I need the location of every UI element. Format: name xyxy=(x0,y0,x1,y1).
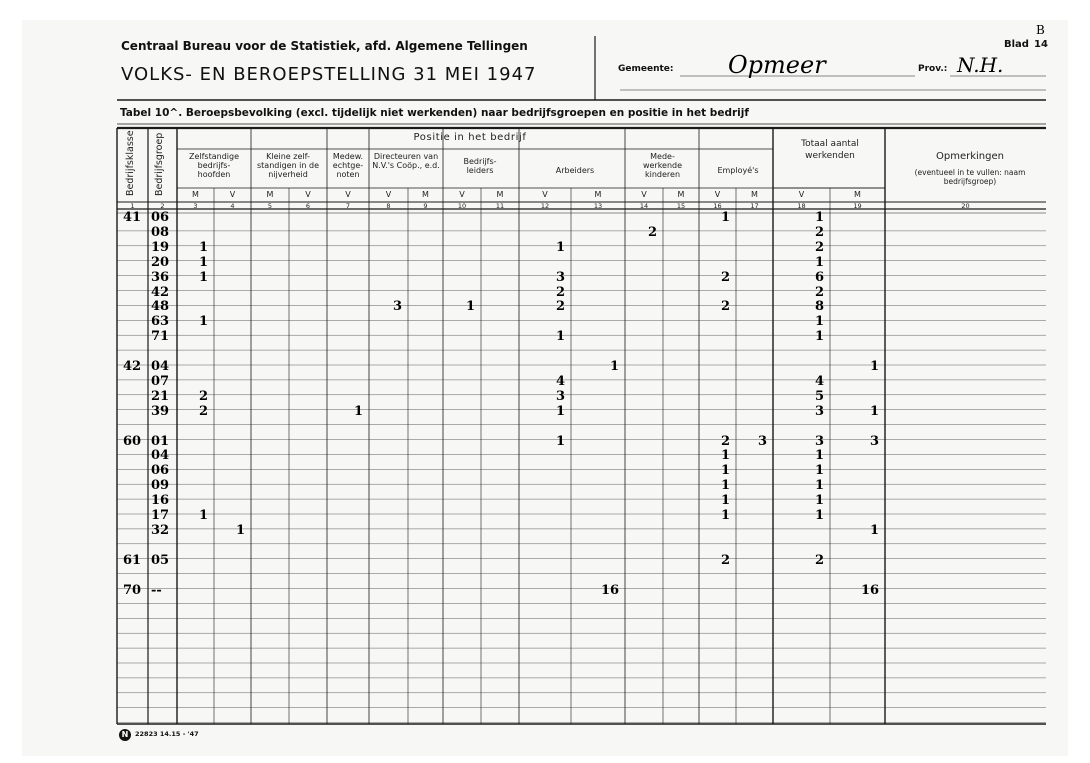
column-number: 14 xyxy=(639,202,649,210)
row-groep: 01 xyxy=(151,433,170,449)
medewerkende-kinderen-header: Mede- werkende kinderen xyxy=(642,152,683,179)
mv-label: M xyxy=(266,190,274,199)
column-number: 5 xyxy=(267,202,273,210)
census-sheet xyxy=(22,20,1068,756)
print-code: 22823 14.15 - '47 xyxy=(135,730,199,738)
row-cell-value: 2 xyxy=(814,224,824,240)
column-number: 15 xyxy=(676,202,686,210)
medewerkende-echtgenoten-header: Medew. echtge- noten xyxy=(332,152,364,179)
column-number: 19 xyxy=(853,202,862,210)
mv-label: V xyxy=(714,190,721,199)
row-cell-value: 2 xyxy=(720,269,730,285)
row-cell-value: 1 xyxy=(814,329,824,345)
row-cell-value: 6 xyxy=(814,269,824,285)
mv-label: M xyxy=(594,190,602,199)
mv-label: V xyxy=(798,190,805,199)
column-number: 8 xyxy=(386,202,391,210)
row-cell-value: 1 xyxy=(720,508,730,523)
column-number: 9 xyxy=(423,202,428,210)
row-groep: 17 xyxy=(151,508,170,523)
column-number: 16 xyxy=(713,202,722,210)
row-cell-value: 1 xyxy=(198,269,208,285)
column-number: 7 xyxy=(345,202,351,210)
row-cell-value: 16 xyxy=(861,582,880,598)
row-groep: 39 xyxy=(151,403,170,419)
row-cell-value: 1 xyxy=(235,522,245,538)
column-number: 13 xyxy=(593,202,603,210)
row-cell-value: 3 xyxy=(555,269,565,285)
row-groep: 42 xyxy=(151,284,170,300)
row-cell-value: 1 xyxy=(555,329,565,345)
column-number: 12 xyxy=(540,202,550,210)
row-cell-value: 2 xyxy=(720,299,730,315)
cbs-logo xyxy=(119,729,131,741)
row-cell-value: 1 xyxy=(720,448,730,464)
row-cell-value: 1 xyxy=(814,508,824,523)
row-cell-value: 3 xyxy=(757,433,767,449)
prov-label: Prov.: xyxy=(918,64,948,74)
gemeente-value: Opmeer xyxy=(728,51,826,79)
row-groep: 06 xyxy=(151,210,170,225)
blad-number: 14 xyxy=(1034,39,1048,50)
zelfstandige-header: Zelfstandige bedrijfs- hoofden xyxy=(188,152,240,179)
row-cell-value: 1 xyxy=(198,239,208,255)
row-cell-value: 2 xyxy=(198,403,208,419)
mv-label: M xyxy=(751,190,758,199)
cbs-logo-letter: N xyxy=(121,730,129,739)
row-cell-value: 1 xyxy=(869,359,879,374)
row-cell-value: 2 xyxy=(814,284,824,300)
row-groep: 48 xyxy=(151,299,170,315)
bureau-name: Centraal Bureau voor de Statistiek, afd. Algemene Tellingen xyxy=(121,39,528,53)
mv-label: M xyxy=(496,190,504,199)
row-cell-value: 2 xyxy=(720,433,730,449)
row-groep: 04 xyxy=(151,359,170,374)
row-cell-value: 1 xyxy=(814,210,824,225)
prov-value: N.H. xyxy=(957,53,1004,77)
row-groep: 04 xyxy=(151,448,170,464)
mv-label: V xyxy=(305,190,311,199)
row-groep: 21 xyxy=(151,388,170,404)
row-cell-value: 5 xyxy=(814,388,824,404)
column-number: 6 xyxy=(305,202,311,210)
row-cell-value: 1 xyxy=(555,403,565,419)
column-number: 3 xyxy=(193,202,198,210)
bedrijfsleiders-header: Bedrijfs- leiders xyxy=(463,157,497,175)
column-number: 1 xyxy=(130,202,135,210)
table-grid xyxy=(22,20,1068,756)
column-number: 2 xyxy=(160,202,165,210)
row-cell-value: 1 xyxy=(814,493,824,509)
form-title: VOLKS- EN BEROEPSTELLING 31 MEI 1947 xyxy=(121,64,537,85)
row-groep: 63 xyxy=(151,314,170,330)
mv-label: V xyxy=(345,190,351,199)
row-groep: 09 xyxy=(151,478,170,494)
row-cell-value: 1 xyxy=(609,359,619,374)
column-number: 4 xyxy=(230,202,235,210)
positie-header: Positie in het bedrijf xyxy=(413,132,527,143)
row-groep: 08 xyxy=(151,224,170,240)
row-klasse: 60 xyxy=(123,433,142,449)
directeuren-header: Directeuren van N.V.'s Coöp., e.d. xyxy=(372,152,440,170)
row-cell-value: 1 xyxy=(720,463,730,479)
mv-label: V xyxy=(385,190,392,199)
totaal-header: Totaal aantal werkenden xyxy=(801,139,859,161)
mv-label: V xyxy=(542,190,548,199)
row-groep: 36 xyxy=(151,269,170,285)
row-cell-value: 3 xyxy=(392,299,402,315)
employes-header: Employé's xyxy=(717,166,759,175)
mv-label: V xyxy=(229,190,236,199)
mv-label: V xyxy=(459,190,465,199)
kleine-zelfstandigen-header: Kleine zelf- standigen in de nijverheid xyxy=(256,152,320,179)
bedrijfsklasse-header: Bedrijfsklasse xyxy=(125,130,136,196)
row-groep: 07 xyxy=(151,373,170,389)
row-groep: -- xyxy=(151,582,162,598)
row-cell-value: 2 xyxy=(647,224,657,240)
opmerkingen-header: Opmerkingen xyxy=(936,151,1004,162)
mv-label: V xyxy=(641,190,647,199)
column-number: 18 xyxy=(797,202,806,210)
row-cell-value: 1 xyxy=(814,463,824,479)
row-cell-value: 8 xyxy=(814,299,824,315)
row-groep: 16 xyxy=(151,493,170,509)
blad-label: Blad xyxy=(1004,39,1029,50)
row-groep: 32 xyxy=(151,522,170,538)
column-number: 11 xyxy=(495,202,505,210)
mv-label: M xyxy=(192,190,199,199)
row-groep: 19 xyxy=(151,239,170,255)
row-cell-value: 1 xyxy=(353,403,363,419)
row-cell-value: 1 xyxy=(198,508,208,523)
blad-mark: B xyxy=(1036,23,1045,37)
row-cell-value: 3 xyxy=(814,403,824,419)
mv-label: M xyxy=(854,190,861,199)
opmerkingen-note: (eventueel in te vullen: naam bedrijfsgroep) xyxy=(914,168,1026,186)
column-number: 17 xyxy=(750,202,759,210)
row-cell-value: 16 xyxy=(601,582,620,598)
row-groep: 71 xyxy=(151,329,170,345)
row-groep: 06 xyxy=(151,463,170,479)
row-cell-value: 3 xyxy=(555,388,565,404)
column-number: 10 xyxy=(457,202,467,210)
row-cell-value: 1 xyxy=(720,478,730,494)
mv-label: M xyxy=(422,190,429,199)
row-cell-value: 1 xyxy=(555,239,565,255)
row-cell-value: 1 xyxy=(198,314,208,330)
row-klasse: 61 xyxy=(123,552,142,568)
row-groep: 05 xyxy=(151,552,170,568)
row-klasse: 42 xyxy=(123,359,142,374)
row-cell-value: 3 xyxy=(869,433,879,449)
row-cell-value: 1 xyxy=(869,522,879,538)
row-cell-value: 2 xyxy=(814,552,824,568)
row-cell-value: 1 xyxy=(720,493,730,509)
row-cell-value: 4 xyxy=(814,373,824,389)
row-cell-value: 1 xyxy=(869,403,879,419)
row-groep: 20 xyxy=(151,254,170,270)
row-cell-value: 1 xyxy=(814,314,824,330)
bedrijfsgroep-header: Bedrijfsgroep xyxy=(154,132,165,196)
arbeiders-header: Arbeiders xyxy=(555,166,595,175)
column-number: 20 xyxy=(961,202,970,210)
row-cell-value: 3 xyxy=(814,433,824,449)
gemeente-label: Gemeente: xyxy=(618,64,674,74)
row-cell-value: 2 xyxy=(555,284,565,300)
row-cell-value: 2 xyxy=(814,239,824,255)
row-cell-value: 2 xyxy=(720,552,730,568)
row-cell-value: 2 xyxy=(198,388,208,404)
row-cell-value: 1 xyxy=(814,478,824,494)
row-cell-value: 1 xyxy=(814,448,824,464)
row-cell-value: 1 xyxy=(814,254,824,270)
row-klasse: 70 xyxy=(123,582,142,598)
row-cell-value: 1 xyxy=(555,433,565,449)
row-cell-value: 4 xyxy=(555,373,565,389)
row-cell-value: 1 xyxy=(720,210,730,225)
row-cell-value: 1 xyxy=(198,254,208,270)
table-title: Tabel 10^. Beroepsbevolking (excl. tijdelijk niet werkenden) naar bedrijfsgroepen en positie in het bedrijf xyxy=(120,107,749,119)
row-cell-value: 1 xyxy=(465,299,475,315)
row-cell-value: 2 xyxy=(555,299,565,315)
mv-label: M xyxy=(677,190,685,199)
row-klasse: 41 xyxy=(123,210,142,225)
